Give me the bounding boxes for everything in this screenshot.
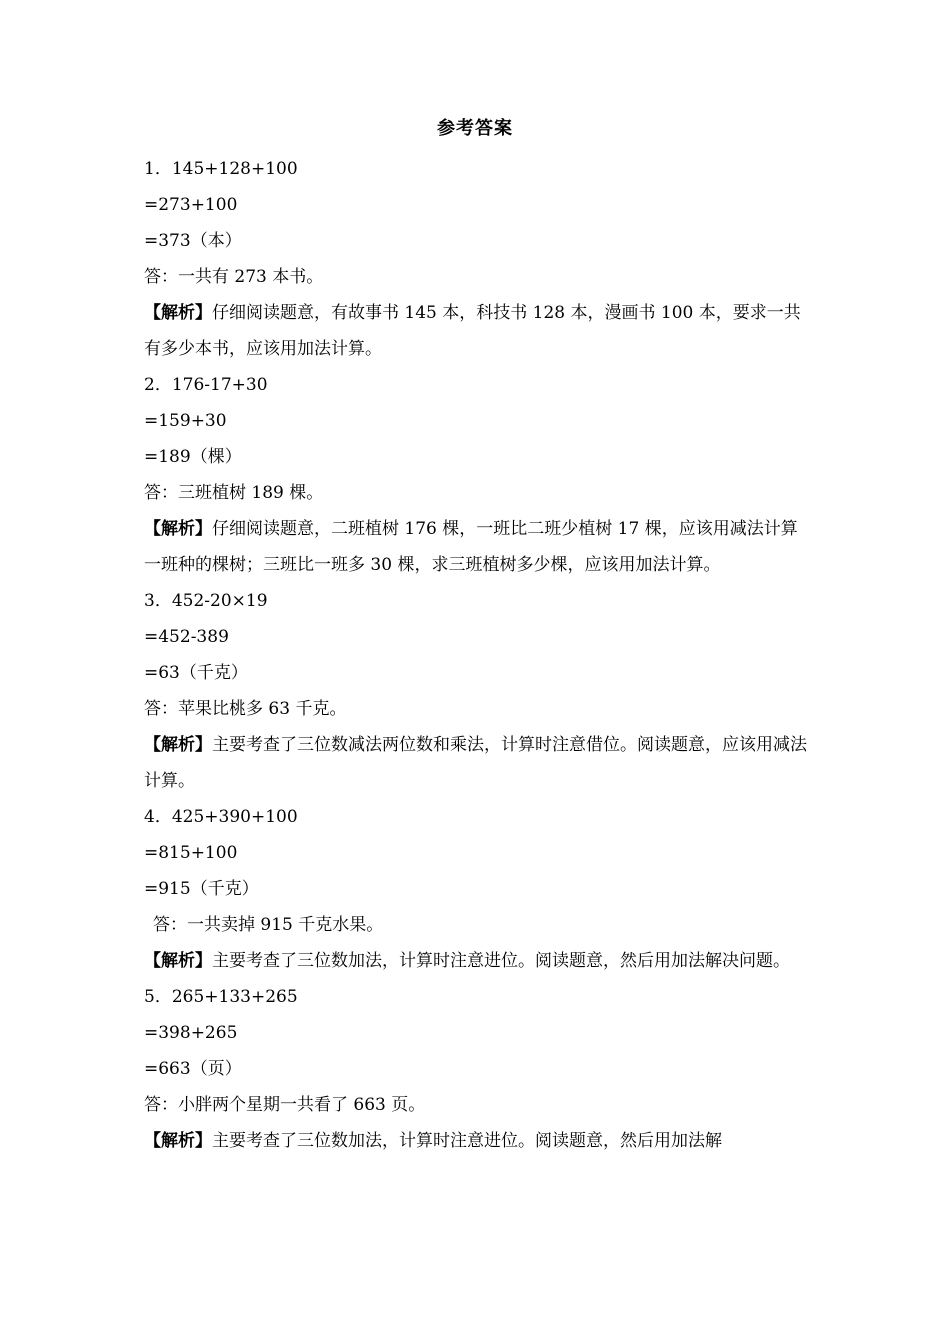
equation-line: =452-389 <box>144 627 229 647</box>
analysis-tag: 【解析】 <box>144 951 212 971</box>
analysis-tag: 【解析】 <box>144 735 212 755</box>
equation-line: =373（本） <box>144 231 242 251</box>
analysis-paragraph <box>144 727 812 799</box>
equation-line: 1．145+128+100 <box>144 159 298 179</box>
equation-line: =663（页） <box>144 1059 242 1079</box>
page-title: 参考答案 <box>437 118 513 139</box>
answer-list <box>144 151 812 1159</box>
analysis-text: 主要考查了三位数减法两位数和乘法，计算时注意借位。阅读题意，应该用减法计算。 <box>144 735 807 791</box>
answer-line: 答：一共有 273 本书。 <box>144 267 324 287</box>
analysis-text: 仔细阅读题意，二班植树 176 棵，一班比二班少植树 17 棵，应该用减法计算一班种的棵树；三班比一班多 30 棵，求三班植树多少棵，应该用加法计算。 <box>144 519 798 575</box>
analysis-tag: 【解析】 <box>144 519 212 539</box>
analysis-text: 主要考查了三位数加法，计算时注意进位。阅读题意，然后用加法解决问题。 <box>212 951 790 971</box>
answer-line: 答：三班植树 189 棵。 <box>144 483 324 503</box>
analysis-text: 仔细阅读题意，有故事书 145 本，科技书 128 本，漫画书 100 本，要求一共有多少本书，应该用加法计算。 <box>144 303 801 359</box>
answer-line: 答：一共卖掉 915 千克水果。 <box>153 915 384 935</box>
problem-3 <box>144 583 812 799</box>
equation-line: =63（千克） <box>144 663 248 683</box>
equation-line: 2．176-17+30 <box>144 375 268 395</box>
analysis-paragraph <box>144 295 812 367</box>
equation-line: =398+265 <box>144 1023 238 1043</box>
analysis-text: 主要考查了三位数加法，计算时注意进位。阅读题意，然后用加法解 <box>212 1131 722 1151</box>
answer-line: 答：苹果比桃多 63 千克。 <box>144 699 347 719</box>
equation-line: =915（千克） <box>144 879 259 899</box>
analysis-paragraph <box>144 1123 812 1159</box>
equation-line: =273+100 <box>144 195 238 215</box>
problem-1 <box>144 151 812 367</box>
analysis-tag: 【解析】 <box>144 1131 212 1151</box>
equation-line: 4．425+390+100 <box>144 807 298 827</box>
problem-4 <box>144 799 812 979</box>
equation-line: =159+30 <box>144 411 227 431</box>
problem-5 <box>144 979 812 1159</box>
analysis-paragraph <box>144 511 812 583</box>
equation-line: =815+100 <box>144 843 238 863</box>
answer-line: 答：小胖两个星期一共看了 663 页。 <box>144 1095 426 1115</box>
analysis-paragraph <box>144 943 812 979</box>
analysis-tag: 【解析】 <box>144 303 212 323</box>
equation-line: 3．452-20×19 <box>144 591 268 611</box>
problem-2 <box>144 367 812 583</box>
equation-line: =189（棵） <box>144 447 242 467</box>
equation-line: 5．265+133+265 <box>144 987 298 1007</box>
